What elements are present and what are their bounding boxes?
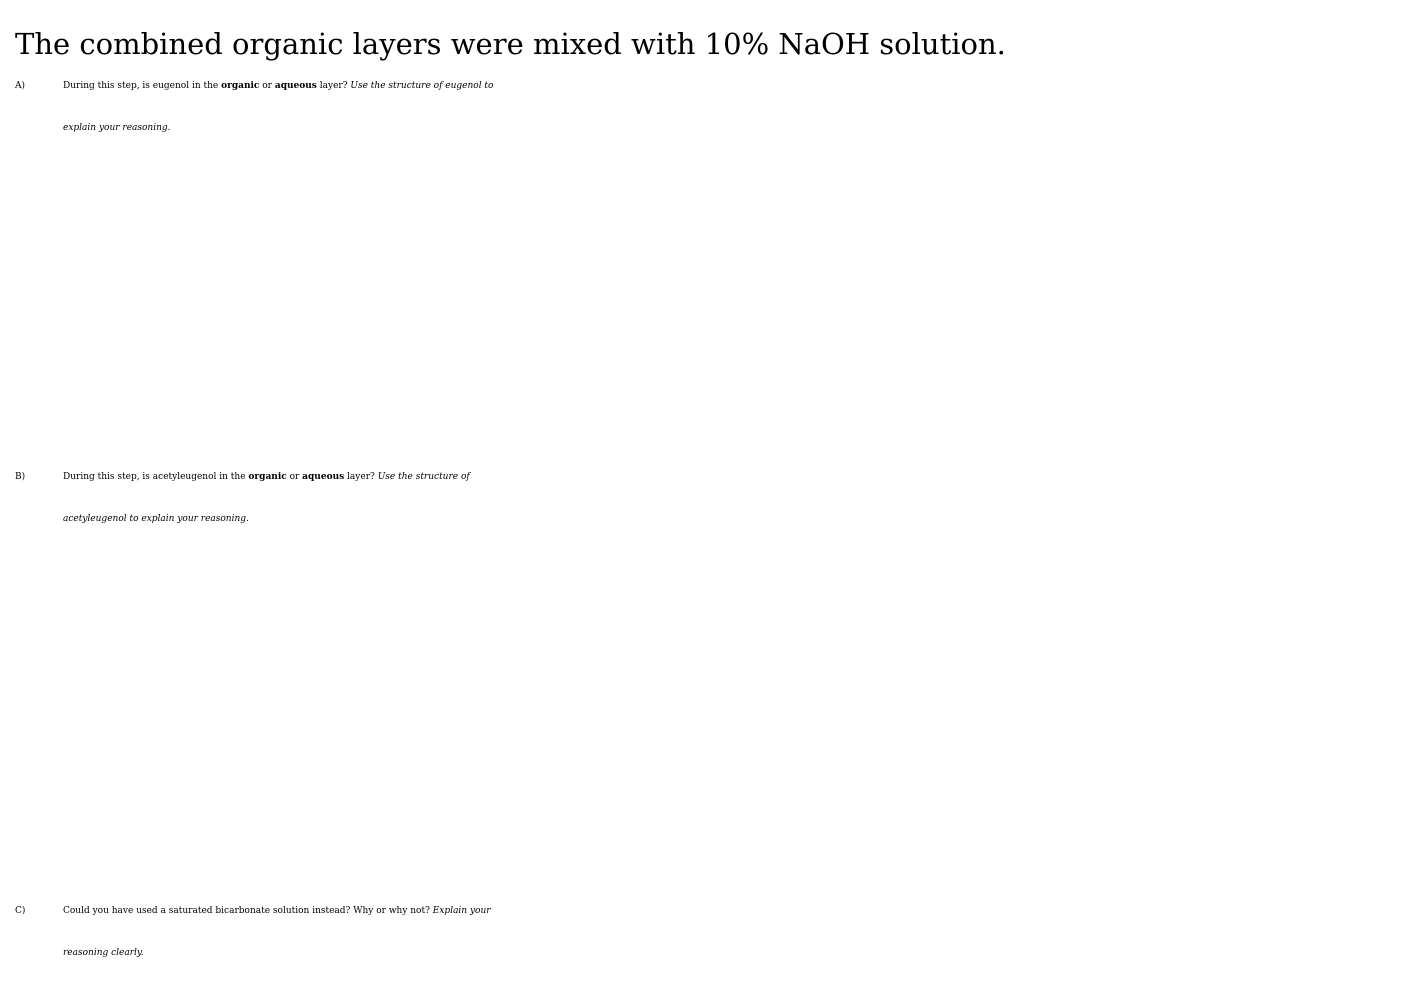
question-a-line-2: [15, 108, 1410, 148]
question-a-letter: A): [15, 81, 26, 91]
intro-text: The combined organic layers were mixed with 10% NaOH solution.: [15, 27, 1006, 61]
question-a-body: [63, 64, 493, 108]
question-c-instruction-1: Explain your: [432, 906, 491, 916]
question-b-body: [63, 455, 470, 499]
question-a: [15, 64, 1410, 148]
question-c-line-2: [15, 933, 1410, 973]
question-a-instruction-2: explain your reasoning.: [63, 123, 171, 133]
question-a-text-1: During this step, is eugenol in the: [63, 81, 222, 91]
question-b: [15, 455, 1410, 539]
question-b-organic: organic: [248, 472, 287, 482]
question-a-text-3: layer?: [316, 81, 351, 91]
question-a-aqueous: aqueous: [274, 81, 317, 91]
question-b-text-3: layer?: [344, 472, 378, 482]
question-b-text-2: or: [286, 472, 303, 482]
question-b-instruction-1: Use the structure of: [377, 472, 470, 482]
question-a-instruction-1: Use the structure of eugenol to: [350, 81, 494, 91]
question-a-organic: organic: [221, 81, 260, 91]
question-b-line-2: [15, 499, 1410, 539]
question-a-line-1: [15, 64, 1410, 108]
question-b-aqueous: aqueous: [302, 472, 345, 482]
question-c-letter: C): [15, 906, 26, 916]
question-c-body: [63, 889, 491, 933]
question-b-text-1: During this step, is acetyleugenol in the: [63, 472, 249, 482]
question-b-instruction-2: acetyleugenol to explain your reasoning.: [63, 514, 249, 524]
question-c-instruction-2: reasoning clearly.: [63, 948, 144, 958]
question-b-line-1: [15, 455, 1410, 499]
question-c: [15, 889, 1410, 973]
question-a-text-2: or: [259, 81, 275, 91]
question-c-text-1: Could you have used a saturated bicarbonate solution instead? Why or why not?: [63, 906, 433, 916]
question-c-line-1: [15, 889, 1410, 933]
question-b-letter: B): [15, 472, 26, 482]
